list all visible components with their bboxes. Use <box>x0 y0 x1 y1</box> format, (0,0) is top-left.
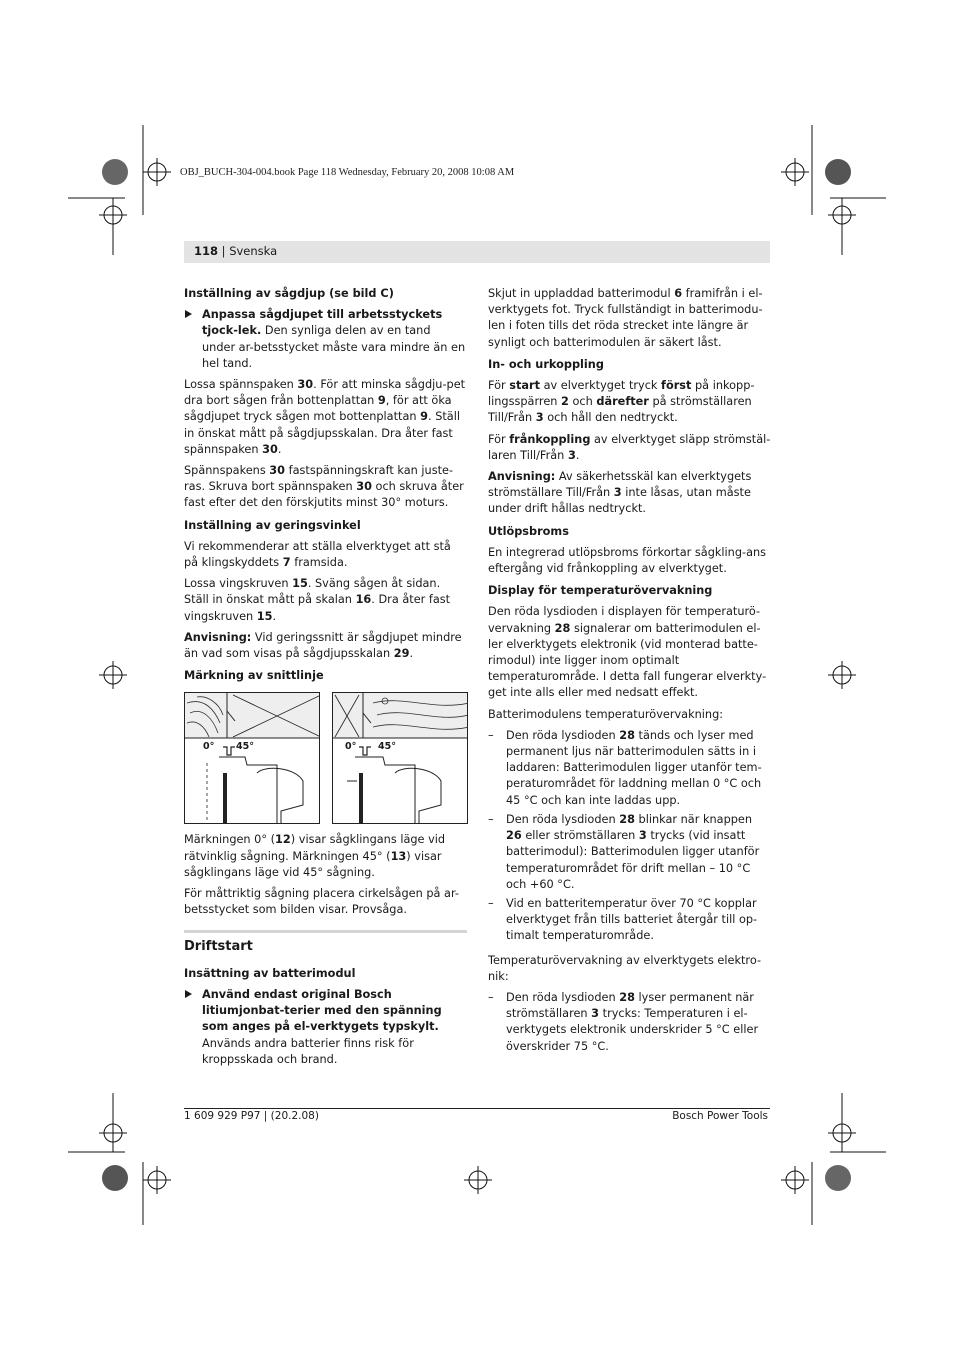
footer-doc-number: 1 609 929 P97 | (20.2.08) <box>184 1110 319 1122</box>
paragraph: Märkningen 0° (12) visar sågklingans läge vid rätvinklig sågning. Märkningen 45° (13) visar sågklingans läge vid 45° sågning. <box>184 833 446 879</box>
bullet-bold: Använd endast original Bosch litiumjonbat-terier med den spänning som anges på el-verktygets typskylt. <box>202 987 442 1034</box>
paragraph: Den röda lysdioden i displayen för temperaturö-vervakning 28 signalerar om batterimodulen el-ler elverktygets elektronik (vid monterad batte-rimodul) inte ligger inom optimalt temperaturområde. I detta fall fungerar elverkty-get inte alls eller med nedsatt effekt. <box>488 605 767 700</box>
paragraph: För frånkoppling av elverktyget släpp strömstäl-laren Till/Från 3. <box>488 432 771 462</box>
paragraph: För start av elverktyget tryck först på inkopp-lingsspärren 2 och därefter på strömställaren Till/Från 3 och håll den nedtryckt. <box>488 379 755 425</box>
paragraph: Lossa vingskruven 15. Sväng sågen åt sidan. Ställ in önskat mått på skalan 16. Dra åter fast vingskruven 15. <box>184 577 451 623</box>
bullet-text: Används andra batterier finns risk för kroppsskada och brand. <box>202 1036 414 1066</box>
list-item: – Den röda lysdioden 28 tänds och lyser med permanent ljus när batterimodulen sätts in i laddaren: Batterimodulen ligger utanför tem-peraturområdet för laddning mellan 0 °C och 45 °C och kan inte laddas upp. <box>488 728 762 807</box>
bullet-bold: Anpassa sågdjupet till arbetsstyckets tjock-lek. <box>202 308 443 338</box>
footer-brand: Bosch Power Tools <box>672 1110 768 1122</box>
heading-sagdjup: Inställning av sågdjup (se bild C) <box>184 287 394 300</box>
print-header: OBJ_BUCH-304-004.book Page 118 Wednesday, February 20, 2008 10:08 AM <box>180 167 515 178</box>
paragraph: Anvisning: Vid geringssnitt är sågdjupet mindre än vad som visas på sågdjupsskalan 29. <box>184 630 462 661</box>
label-0-degree: 0° <box>203 741 215 753</box>
label-45-degree: 45° <box>236 741 254 753</box>
paragraph: Spännspakens 30 fastspänningskraft kan juste-ras. Skruva bort spännspaken 30 och skruva åter fast efter det den förskjutits minst 30° moturs. <box>184 464 464 510</box>
paragraph: Lossa spännspaken 30. För att minska sågdju-pet dra bort sågen från bottenplattan 9, för att öka sågdjupet tryck sågen mot bottenplattan 9. Ställ in önskat mått på sågdjupsskalan. Dra åter fast spännspaken 30. <box>184 378 466 456</box>
bullet-text: Den synliga delen av en tand under ar-betsstycket måste vara mindre än en hel tand. <box>202 324 466 370</box>
header-separator: | <box>218 244 230 258</box>
paragraph: Temperaturövervakning av elverktygets elektro-nik: <box>488 953 762 983</box>
label-0-degree: 0° <box>345 741 357 753</box>
paragraph: Anvisning: Av säkerhetsskäl kan elverktygets strömställare Till/Från 3 inte låsas, utan måste under drift hållas nedtryckt. <box>488 470 752 516</box>
list-item: – Vid en batteritemperatur över 70 °C kopplar elverktyget från tills batteriet återgår till op-timalt temperaturområde. <box>488 896 758 943</box>
paragraph: Vi rekommenderar att ställa elverktyget att stå på klingskyddets 7 framsida. <box>184 539 451 570</box>
heading-geringsvinkel: Inställning av geringsvinkel <box>184 518 361 532</box>
paragraph: En integrerad utlöpsbroms förkortar sågkling-ans eftergång vid frånkoppling av elverktyget. <box>488 545 767 576</box>
heading-in-urkoppling: In- och urkoppling <box>488 357 604 371</box>
heading-driftstart: Driftstart <box>184 939 253 955</box>
paragraph: Batterimodulens temperaturövervakning: <box>488 707 724 721</box>
list-item: – Den röda lysdioden 28 blinkar när knappen 26 eller strömställaren 3 trycks (vid insatt batterimodul): Batterimodulen ligger utanför temperaturområdet för drift mellan – 10 °C och +60 °C. <box>488 812 760 891</box>
list-item: – Den röda lysdioden 28 lyser permanent när strömställaren 3 trycks: Temperaturen i el-verktygets elektronik underskrider 5 °C eller överskrider 75 °C. <box>488 990 759 1053</box>
heading-utlopsbroms: Utlöpsbroms <box>488 524 569 538</box>
header-language: Svenska <box>229 244 278 258</box>
paragraph: För måttriktig sågning placera cirkelsågen på ar-betsstycket som bilden visar. Provsåga. <box>184 887 459 917</box>
page-number: 118 <box>194 244 219 258</box>
heading-markning: Märkning av snittlinje <box>184 669 324 683</box>
label-45-degree: 45° <box>378 741 396 753</box>
paragraph: Skjut in uppladdad batterimodul 6 framifrån i el-verktygets fot. Tryck fullständigt in batterimodu-len i foten tills det röda strecket inte längre är synligt och batterimodulen är säkert låst. <box>488 287 763 349</box>
heading-display: Display för temperaturövervakning <box>488 584 713 598</box>
heading-insattning: Insättning av batterimodul <box>184 966 356 980</box>
